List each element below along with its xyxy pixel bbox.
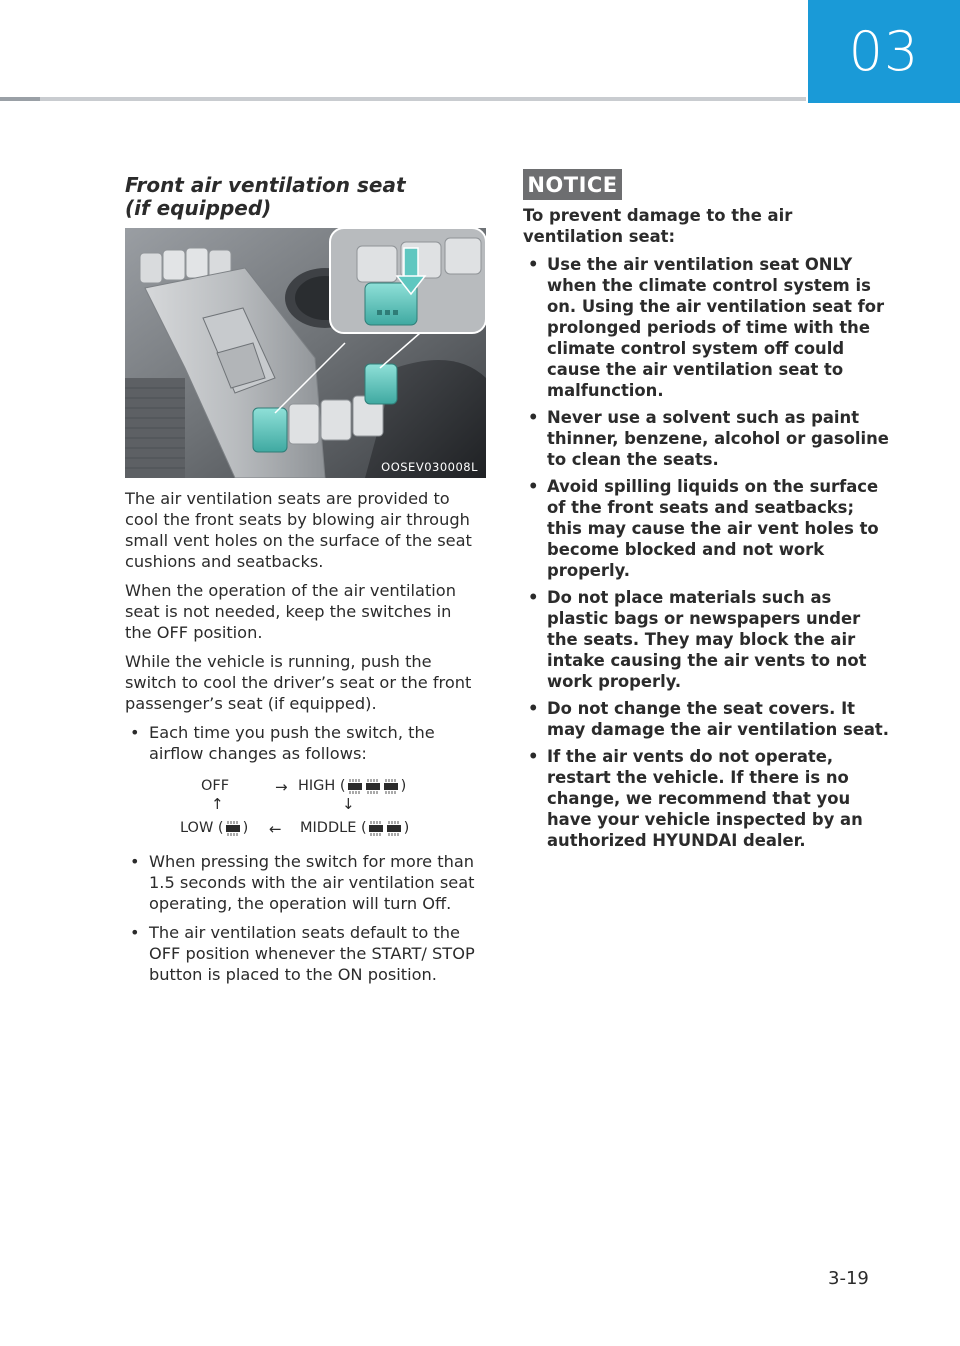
seq-low bbox=[180, 820, 248, 836]
fan-level-icon bbox=[383, 779, 400, 794]
seq-high-label: HIGH ( bbox=[298, 778, 346, 794]
fan-level-icon bbox=[347, 779, 364, 794]
notice-intro: To prevent damage to the air ventilation seat: bbox=[523, 206, 793, 246]
body-bullet-1: • Each time you push the switch, the airflow changes as follows: bbox=[125, 722, 483, 764]
seq-off-label: OFF bbox=[201, 778, 230, 794]
airflow-sequence bbox=[125, 776, 485, 842]
seq-arrow-right: → bbox=[275, 778, 288, 796]
header-rule bbox=[0, 97, 806, 101]
notice-item: • If the air vents do not operate, restart the vehicle. If there is no change, we recommend that you have your vehicle inspected by an authorized HYUNDAI dealer. bbox=[523, 746, 891, 851]
seq-middle-label: MIDDLE ( bbox=[300, 820, 367, 836]
seq-middle bbox=[300, 820, 409, 836]
header-rule-accent bbox=[0, 97, 40, 101]
notice-badge: NOTICE bbox=[523, 169, 622, 200]
body-paragraph-3: While the vehicle is running, push the switch to cool the driver’s seat or the front passenger’s seat (if equipped). bbox=[125, 652, 472, 713]
seq-arrow-left: ← bbox=[269, 820, 282, 838]
page-number: 3-19 bbox=[828, 1268, 869, 1289]
fan-level-icon bbox=[386, 821, 403, 836]
seq-low-label: LOW ( bbox=[180, 820, 224, 836]
figure-code: OOSEV030008L bbox=[381, 460, 478, 474]
notice-box bbox=[523, 205, 891, 857]
notice-item: • Do not place materials such as plastic bags or newspapers under the seats. They may block the air intake causing the air vents to not work properly. bbox=[523, 587, 891, 692]
console-drawing bbox=[125, 228, 486, 478]
fan-level-icon bbox=[368, 821, 385, 836]
notice-item: • Avoid spilling liquids on the surface of the front seats and seatbacks; this may cause the air vent holes to become blocked and not work properly. bbox=[523, 476, 891, 581]
fan-level-icon bbox=[365, 779, 382, 794]
chapter-tab bbox=[808, 0, 960, 103]
body-paragraph-1: The air ventilation seats are provided to cool the front seats by blowing air through small vent holes on the surface of the seat cushions and seatbacks. bbox=[125, 489, 472, 571]
fan-level-icon bbox=[225, 821, 242, 836]
body-text-continued bbox=[125, 851, 483, 993]
notice-item: • Use the air ventilation seat ONLY when the climate control system is on. Using the air ventilation seat for prolonged periods of time with the climate control system off could cause the air ventilation seat to malfunction. bbox=[523, 254, 891, 401]
body-text bbox=[125, 488, 483, 772]
seq-low-close: ) bbox=[242, 820, 249, 836]
section-title bbox=[125, 174, 485, 220]
notice-item: • Do not change the seat covers. It may damage the air ventilation seat. bbox=[523, 698, 891, 740]
body-bullet-3: • The air ventilation seats default to the OFF position whenever the START/ STOP button is placed to the ON position. bbox=[125, 922, 483, 985]
seq-middle-close: ) bbox=[403, 820, 410, 836]
seq-off bbox=[201, 778, 229, 794]
chapter-number: 03 bbox=[848, 20, 920, 83]
body-paragraph-2: When the operation of the air ventilation seat is not needed, keep the switches in the OFF position. bbox=[125, 581, 456, 642]
seq-high-close: ) bbox=[400, 778, 407, 794]
seq-high bbox=[298, 778, 406, 794]
seq-arrow-up: ↑ bbox=[211, 795, 224, 813]
section-title-line1: Front air ventilation seat bbox=[125, 173, 406, 197]
section-title-line2: (if equipped) bbox=[125, 196, 272, 220]
seq-arrow-down: ↓ bbox=[342, 795, 355, 813]
body-bullet-2: • When pressing the switch for more than 1.5 seconds with the air ventilation seat operating, the operation will turn Off. bbox=[125, 851, 483, 914]
notice-item: • Never use a solvent such as paint thinner, benzene, alcohol or gasoline to clean the seats. bbox=[523, 407, 891, 470]
console-illustration bbox=[125, 228, 486, 478]
